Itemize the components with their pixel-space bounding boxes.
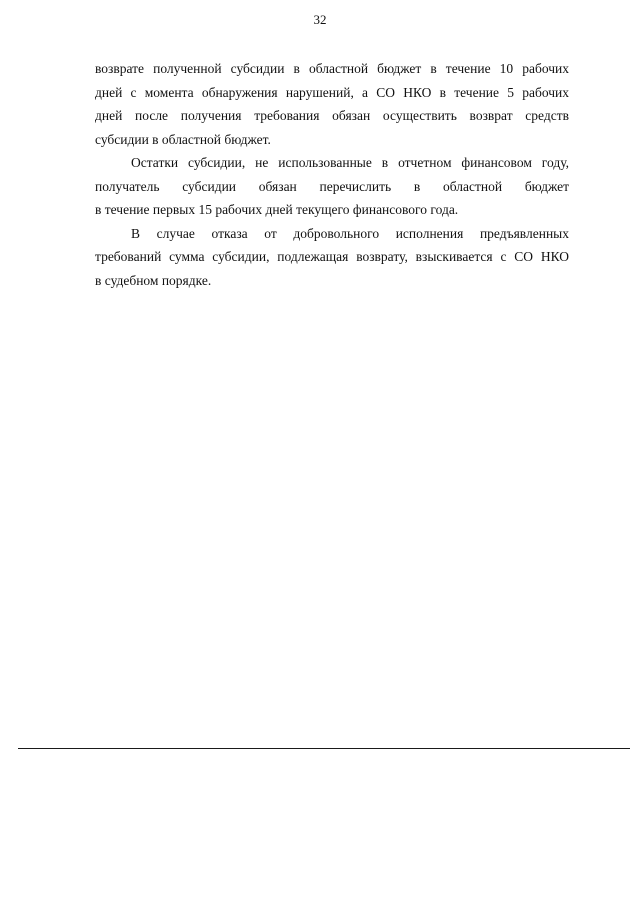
text-line: В случае отказа от добровольного исполнения предъявленных: [131, 225, 569, 241]
text-line: Остатки субсидии, не использованные в отчетном финансовом году,: [131, 155, 569, 170]
text-line: в судебном порядке.: [95, 272, 212, 288]
text-line: субсидии в областной бюджет.: [95, 131, 271, 147]
paragraph-refund-terms: [95, 57, 569, 151]
text-line: дней после получения требования обязан осуществить возврат средств: [95, 108, 569, 123]
text-line: дней с момента обнаружения нарушений, а СО НКО в течение 5 рабочих: [95, 84, 569, 100]
paragraph-court-recovery: [95, 222, 569, 293]
text-line: требований сумма субсидии, подлежащая возврату, взыскивается с СО НКО: [95, 249, 569, 264]
text-line: в течение первых 15 рабочих дней текущего финансового года.: [95, 202, 459, 217]
text-line: получатель субсидии обязан перечислить в областной бюджет: [95, 178, 569, 194]
paragraph-unused-balance: [95, 151, 569, 222]
document-body: [95, 57, 569, 292]
page-number: 32: [313, 12, 327, 27]
text-line: возврате полученной субсидии в областной бюджет в течение 10 рабочих: [95, 61, 569, 76]
bottom-divider-line: [18, 748, 630, 749]
